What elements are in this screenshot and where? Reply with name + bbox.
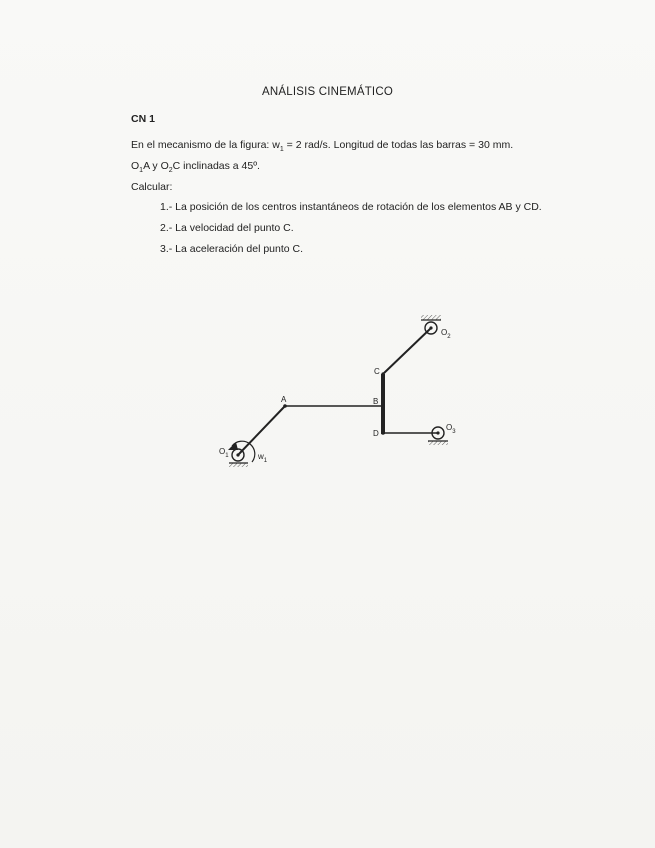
incl-post: C inclinadas a 45º. bbox=[172, 160, 260, 172]
incl-mid: A y O bbox=[143, 160, 169, 172]
label-c: C bbox=[374, 367, 380, 376]
statement-pre: En el mecanismo de la figura: w bbox=[131, 139, 280, 151]
question-2: 2.- La velocidad del punto C. bbox=[160, 222, 294, 234]
incl-o: O bbox=[131, 160, 140, 172]
label-b: B bbox=[373, 397, 379, 406]
label-o3: $O_3$ bbox=[446, 423, 456, 435]
label-w1: $w_1$ bbox=[258, 452, 268, 464]
label-d: D bbox=[373, 429, 379, 438]
joint-c bbox=[381, 372, 384, 375]
label-o2: $O_2$ bbox=[441, 328, 451, 340]
joint-d bbox=[381, 431, 385, 435]
pivot-o2 bbox=[421, 315, 441, 334]
joint-a bbox=[283, 404, 287, 408]
pivot-o1 bbox=[229, 449, 248, 467]
calcular-label: Calcular: bbox=[131, 181, 173, 193]
incl-sub1: 1 bbox=[139, 167, 144, 175]
page-title: ANÁLISIS CINEMÁTICO bbox=[262, 86, 393, 98]
joint-b bbox=[381, 404, 385, 408]
link-o1a bbox=[238, 406, 285, 455]
label-o1: $O_1$ bbox=[219, 447, 229, 459]
pivot-o3 bbox=[428, 427, 448, 445]
incl-sub2: 2 bbox=[168, 167, 173, 175]
statement-post: = 2 rad/s. Longitud de todas las barras = 30 mm. bbox=[283, 139, 514, 151]
question-1: 1.- La posición de los centros instantáneos de rotación de los elementos AB y CD. bbox=[160, 201, 542, 213]
statement-sub: 1 bbox=[279, 146, 284, 154]
problem-id: CN 1 bbox=[131, 113, 155, 125]
link-o2c bbox=[383, 328, 431, 374]
question-3: 3.- La aceleración del punto C. bbox=[160, 243, 304, 255]
label-a: A bbox=[281, 395, 287, 404]
